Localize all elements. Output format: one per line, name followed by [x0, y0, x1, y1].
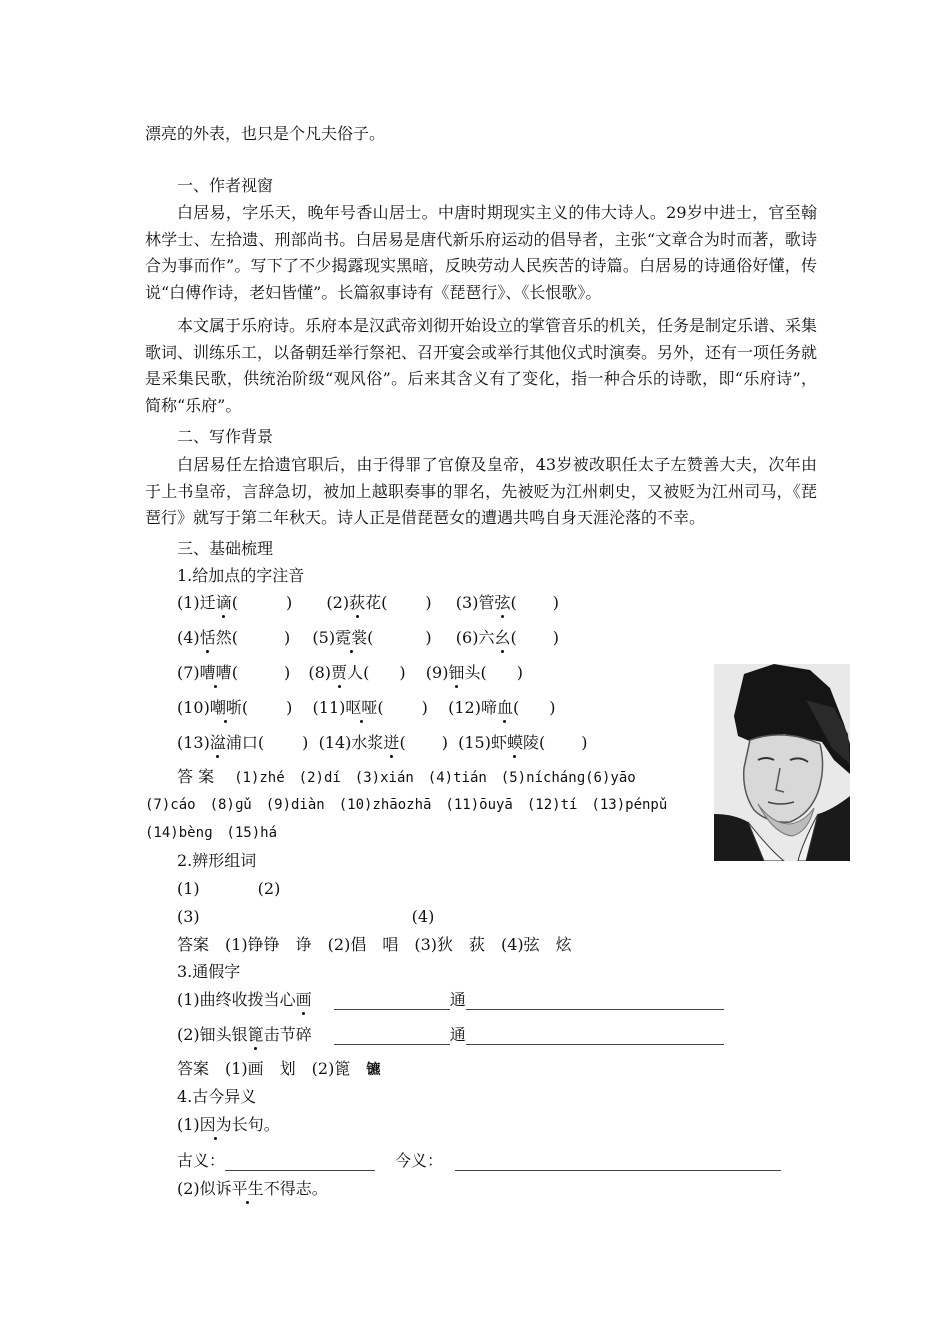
plain-char: 然: [215, 628, 232, 647]
dotted-char: 湓: [209, 733, 226, 752]
plain-char: 啼: [480, 698, 497, 717]
item-number: (3): [455, 593, 479, 612]
item-number: (1): [177, 593, 200, 612]
plain-char: 迁: [199, 593, 216, 612]
q2-item-3: (3): [177, 907, 200, 926]
item-number: (2): [326, 593, 350, 612]
plain-char: 水浆: [351, 733, 384, 752]
portrait-illustration: [714, 664, 850, 861]
dotted-char: 霓裳: [335, 628, 368, 647]
dotted-char: 篦: [247, 1025, 264, 1044]
dotted-char: 贾: [331, 663, 348, 682]
pinyin-row-2: (4)恬然( ) (5)霓裳( ) (6)六幺( ): [177, 628, 559, 647]
answer-text: (1)zhé (2)dí (3)xián (4)tián (5)níchánɡ(6)yāo: [234, 770, 636, 786]
section1-paragraph-2: 本文属于乐府诗。乐府本是汉武帝刘彻开始设立的掌管音乐的机关，任务是制定乐谱、采集歌词、训练乐工，以备朝廷举行祭祀、召开宴会或举行其他仪式时演奏。另外，还有一项任务就是采集民歌，供统治阶级“观风俗”。后来其含义有了变化，指一种合乐的诗歌，即“乐府诗”，简称“乐府”。: [145, 316, 818, 415]
q2-item-2: (2): [257, 879, 281, 898]
gu-label: 古义：: [177, 1151, 226, 1170]
dotted-char: 嘈嘈: [199, 663, 232, 682]
plain-char: 陵: [523, 733, 540, 752]
answer-blank[interactable]: [466, 1029, 724, 1045]
q1-answer-line-2: (7)cáo (8)ɡǔ (9)diàn (10)zhāozhā (11)ōuyā (12)tí (13)pénpǔ: [145, 797, 668, 813]
answer-blank[interactable]: [334, 1029, 450, 1045]
section2-paragraph: 白居易任左拾遗官职后，由于得罪了官僚及皇帝，43岁被改职任太子左赞善大夫，次年由于上书皇帝，言辞急切，被加上越职奏事的罪名，先被贬为江州刺史，又被贬为江州司马，《琵琶行》就写于第二年秋天。诗人正是借琵琶女的遭遇共鸣自身天涯沦落的不幸。: [145, 455, 817, 527]
intro-tail-text: 漂亮的外表，也只是个凡夫俗子。: [145, 124, 386, 143]
q2-items-row-2: [177, 907, 434, 927]
item-number: (10): [177, 698, 210, 717]
item-number: (15): [458, 733, 491, 752]
plain-text: 不得志。: [263, 1179, 328, 1198]
item-number: (6): [455, 628, 479, 647]
plain-char: 浦口: [225, 733, 258, 752]
dotted-char: 弦: [494, 593, 511, 612]
answer-bold-char: 镳: [366, 1062, 381, 1078]
dotted-char: 蟆: [506, 733, 523, 752]
item-number: (8): [308, 663, 332, 682]
plain-text: 长句。: [231, 1115, 280, 1134]
plain-char: 六: [478, 628, 495, 647]
dotted-char: 迸: [383, 733, 400, 752]
plain-text: 击节碎: [263, 1025, 312, 1044]
plain-char: 花: [365, 593, 382, 612]
q4-gu-jin-line: [177, 1151, 781, 1171]
q2-answer: 答案 (1)铮铮 诤 (2)倡 唱 (3)狄 荻 (4)弦 炫: [177, 935, 572, 954]
item-number: (7): [177, 663, 200, 682]
author-portrait-image: [714, 664, 850, 861]
section3-heading: 三、基础梳理: [177, 539, 274, 558]
q4-item-1: [177, 1115, 280, 1135]
item-number: (13): [177, 733, 210, 752]
answer-blank[interactable]: [466, 994, 724, 1010]
dotted-char: 嘲哳: [209, 698, 242, 717]
plain-char: 管: [478, 593, 495, 612]
q2-item-1: (1): [177, 879, 200, 898]
q1-answer-line-1: [177, 767, 636, 788]
plain-char: 虾: [490, 733, 507, 752]
gu-blank[interactable]: [225, 1155, 375, 1171]
q3-item-1: [177, 990, 724, 1010]
dotted-char: 画: [295, 990, 312, 1009]
jin-label: 今义：: [395, 1151, 444, 1170]
answer-text: 答案 (1)画 划 (2)篦: [177, 1059, 367, 1078]
item-number: (12): [448, 698, 481, 717]
item-number: (11): [312, 698, 346, 717]
dotted-char: 血: [496, 698, 513, 717]
answer-label: 答 案: [177, 767, 215, 786]
plain-char: 头: [464, 663, 481, 682]
plain-text: (2)钿头银: [177, 1025, 248, 1044]
section1-heading: 一、作者视窗: [177, 176, 274, 195]
dotted-char: 恬: [199, 628, 216, 647]
q2-items-row-1: [177, 879, 280, 899]
plain-text: (2)似诉: [177, 1179, 232, 1198]
answer-blank[interactable]: [334, 994, 450, 1010]
dotted-chars: 因为: [199, 1115, 232, 1134]
pinyin-row-3: (7)嘈嘈( ) (8)贾人( ) (9)钿头( ): [177, 663, 523, 682]
dotted-char: 呕哑: [345, 698, 378, 717]
tong-label: 通: [449, 990, 466, 1009]
plain-text: (1): [177, 1115, 200, 1134]
item-number: (4): [177, 628, 200, 647]
dotted-char: 钿: [448, 663, 465, 682]
item-number: (5): [312, 628, 336, 647]
q2-title: 2.辨形组词: [177, 851, 257, 870]
dotted-char: 幺: [494, 628, 511, 647]
q3-answer: [177, 1059, 380, 1080]
pinyin-row-4: (10)嘲哳( ) (11)呕哑( ) (12)啼血( ): [177, 698, 556, 717]
section1-paragraph-1: 白居易，字乐天，晚年号香山居士。中唐时期现实主义的伟大诗人。29岁中进士，官至翰林学士、左拾遗、刑部尚书。白居易是唐代新乐府运动的倡导者，主张“文章合为时而著，歌诗合为事而作”。写下了不少揭露现实黑暗，反映劳动人民疾苦的诗篇。白居易的诗通俗好懂，传说“白傅作诗，老妇皆懂”。长篇叙事诗有《琵琶行》、《长恨歌》。: [145, 203, 817, 302]
q3-item-2: [177, 1025, 724, 1045]
plain-char: 人: [347, 663, 364, 682]
item-number: (14): [318, 733, 352, 752]
pinyin-row-1: (1)迁谪( ) (2)荻花( ) (3)管弦( ): [177, 593, 559, 612]
plain-text: (1)曲终收拨当心: [177, 990, 296, 1009]
q1-answer-line-3: (14)bènɡ (15)há: [145, 825, 278, 841]
q2-item-4: (4): [411, 907, 435, 926]
dotted-chars: 平生: [231, 1179, 264, 1198]
q1-title: 1.给加点的字注音: [177, 566, 305, 585]
q4-item-2: [177, 1179, 328, 1199]
dotted-char: 荻: [349, 593, 366, 612]
dotted-char: 谪: [215, 593, 232, 612]
jin-blank[interactable]: [455, 1155, 781, 1171]
q3-title: 3.通假字: [177, 962, 241, 981]
section2-heading: 二、写作背景: [177, 427, 274, 446]
q4-title: 4.古今异义: [177, 1087, 257, 1106]
item-number: (9): [425, 663, 449, 682]
tong-label: 通: [449, 1025, 466, 1044]
pinyin-row-5: (13)湓浦口( ) (14)水浆迸( ) (15)虾蟆陵( ): [177, 733, 588, 752]
